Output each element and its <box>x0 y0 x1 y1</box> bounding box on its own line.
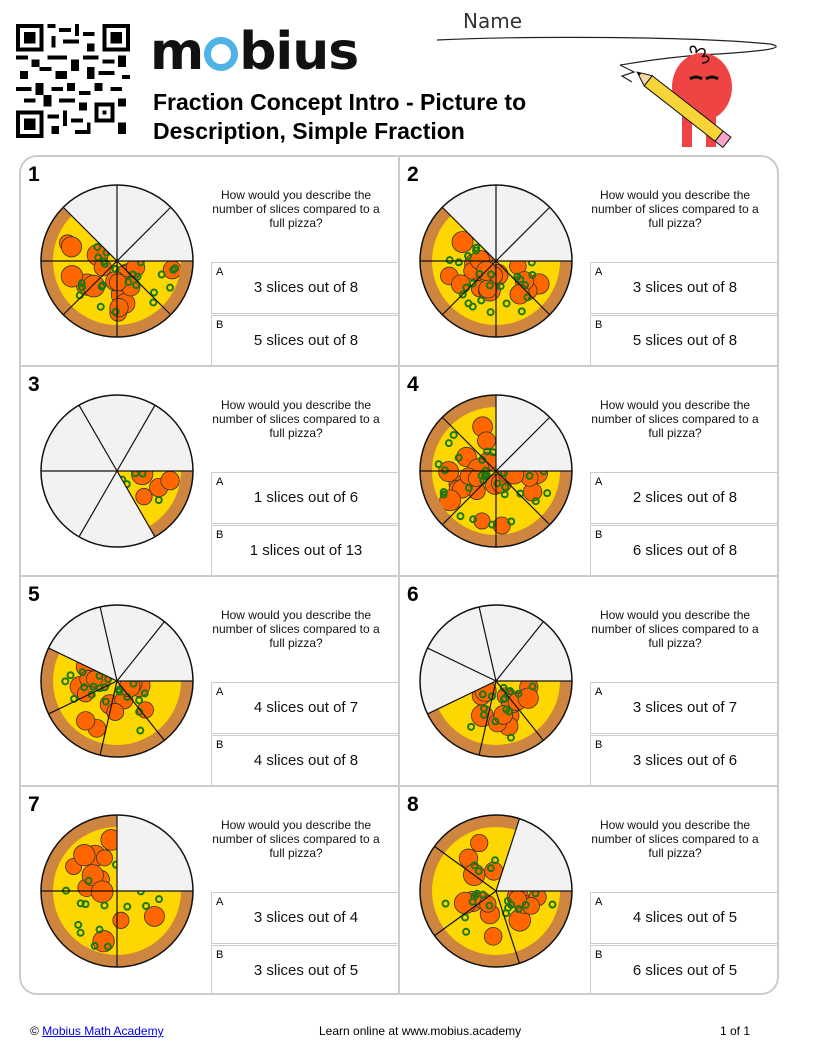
worksheet-grid <box>19 155 779 995</box>
question-number: 6 <box>407 583 419 606</box>
option-letter: A <box>595 266 603 278</box>
question-prompt: How would you describe the number of slices compared to a full pizza? <box>212 818 380 860</box>
question-number: 1 <box>28 163 40 186</box>
answer-option-b[interactable] <box>211 945 400 995</box>
copyright-symbol: © <box>30 1024 39 1038</box>
option-text: 3 slices out of 7 <box>632 699 738 716</box>
answer-option-a[interactable] <box>211 682 400 734</box>
option-letter: A <box>595 896 603 908</box>
title-line-2: Description, Simple Fraction <box>153 118 465 144</box>
option-text: 6 slices out of 5 <box>632 962 738 979</box>
answer-option-b[interactable] <box>590 315 779 367</box>
option-letter: A <box>216 686 224 698</box>
option-text: 3 slices out of 8 <box>632 279 738 296</box>
question-prompt: How would you describe the number of slices compared to a full pizza? <box>212 188 380 230</box>
option-text: 4 slices out of 5 <box>632 909 738 926</box>
question-card <box>400 577 779 787</box>
question-prompt: How would you describe the number of slices compared to a full pizza? <box>591 188 759 230</box>
brand-logo: m bius <box>150 22 359 82</box>
pizza-fraction-image <box>39 813 195 969</box>
answer-option-a[interactable] <box>211 892 400 944</box>
worksheet-title <box>153 88 583 146</box>
pizza-fraction-image <box>418 603 574 759</box>
option-letter: B <box>216 739 224 751</box>
option-text: 1 slices out of 6 <box>253 489 359 506</box>
answer-option-b[interactable] <box>211 525 400 577</box>
question-number: 8 <box>407 793 419 816</box>
footer-copyright <box>30 1024 164 1038</box>
question-card <box>400 787 779 995</box>
option-letter: B <box>595 529 603 541</box>
answer-option-a[interactable] <box>211 262 400 314</box>
option-text: 5 slices out of 8 <box>632 332 738 349</box>
option-letter: B <box>216 529 224 541</box>
option-letter: A <box>595 686 603 698</box>
option-text: 2 slices out of 8 <box>632 489 738 506</box>
option-letter: A <box>216 896 224 908</box>
option-text: 5 slices out of 8 <box>253 332 359 349</box>
answer-option-a[interactable] <box>590 262 779 314</box>
option-letter: B <box>595 949 603 961</box>
question-prompt: How would you describe the number of slices compared to a full pizza? <box>591 818 759 860</box>
footer-center-text: Learn online at www.mobius.academy <box>319 1024 522 1038</box>
answer-option-a[interactable] <box>590 892 779 944</box>
answer-option-a[interactable] <box>590 472 779 524</box>
answer-option-a[interactable] <box>590 682 779 734</box>
option-text: 1 slices out of 13 <box>249 542 363 559</box>
pizza-fraction-image <box>39 603 195 759</box>
question-number: 2 <box>407 163 419 186</box>
question-number: 7 <box>28 793 40 816</box>
option-letter: B <box>595 739 603 751</box>
answer-option-b[interactable] <box>211 735 400 787</box>
option-text: 3 slices out of 8 <box>253 279 359 296</box>
pizza-fraction-image <box>39 183 195 339</box>
question-card <box>400 367 779 577</box>
question-prompt: How would you describe the number of slices compared to a full pizza? <box>212 398 380 440</box>
mascot-pencil-icon <box>610 45 740 155</box>
qr-code <box>16 24 130 138</box>
option-text: 3 slices out of 5 <box>253 962 359 979</box>
question-card <box>21 367 400 577</box>
question-number: 4 <box>407 373 419 396</box>
option-text: 4 slices out of 8 <box>253 752 359 769</box>
option-letter: B <box>216 949 224 961</box>
question-card <box>21 787 400 995</box>
answer-option-b[interactable] <box>590 945 779 995</box>
option-letter: A <box>216 266 224 278</box>
name-label: Name <box>463 9 523 33</box>
pizza-fraction-image <box>418 393 574 549</box>
pizza-fraction-image <box>418 813 574 969</box>
answer-option-b[interactable] <box>590 735 779 787</box>
question-card <box>21 157 400 367</box>
pizza-fraction-image <box>418 183 574 339</box>
option-text: 3 slices out of 6 <box>632 752 738 769</box>
answer-option-b[interactable] <box>590 525 779 577</box>
answer-option-b[interactable] <box>211 315 400 367</box>
question-card <box>400 157 779 367</box>
option-text: 6 slices out of 8 <box>632 542 738 559</box>
question-prompt: How would you describe the number of slices compared to a full pizza? <box>212 608 380 650</box>
question-prompt: How would you describe the number of slices compared to a full pizza? <box>591 398 759 440</box>
question-number: 5 <box>28 583 40 606</box>
question-card <box>21 577 400 787</box>
question-prompt: How would you describe the number of slices compared to a full pizza? <box>591 608 759 650</box>
title-line-1: Fraction Concept Intro - Picture to <box>153 89 527 115</box>
option-letter: A <box>595 476 603 488</box>
option-letter: B <box>595 319 603 331</box>
page-indicator: 1 of 1 <box>720 1024 751 1038</box>
pizza-fraction-image <box>39 393 195 549</box>
option-letter: A <box>216 476 224 488</box>
option-text: 4 slices out of 7 <box>253 699 359 716</box>
option-text: 3 slices out of 4 <box>253 909 359 926</box>
option-letter: B <box>216 319 224 331</box>
logo-ring-icon <box>204 37 238 71</box>
mobius-academy-link[interactable]: Mobius Math Academy <box>42 1024 164 1038</box>
question-number: 3 <box>28 373 40 396</box>
answer-option-a[interactable] <box>211 472 400 524</box>
